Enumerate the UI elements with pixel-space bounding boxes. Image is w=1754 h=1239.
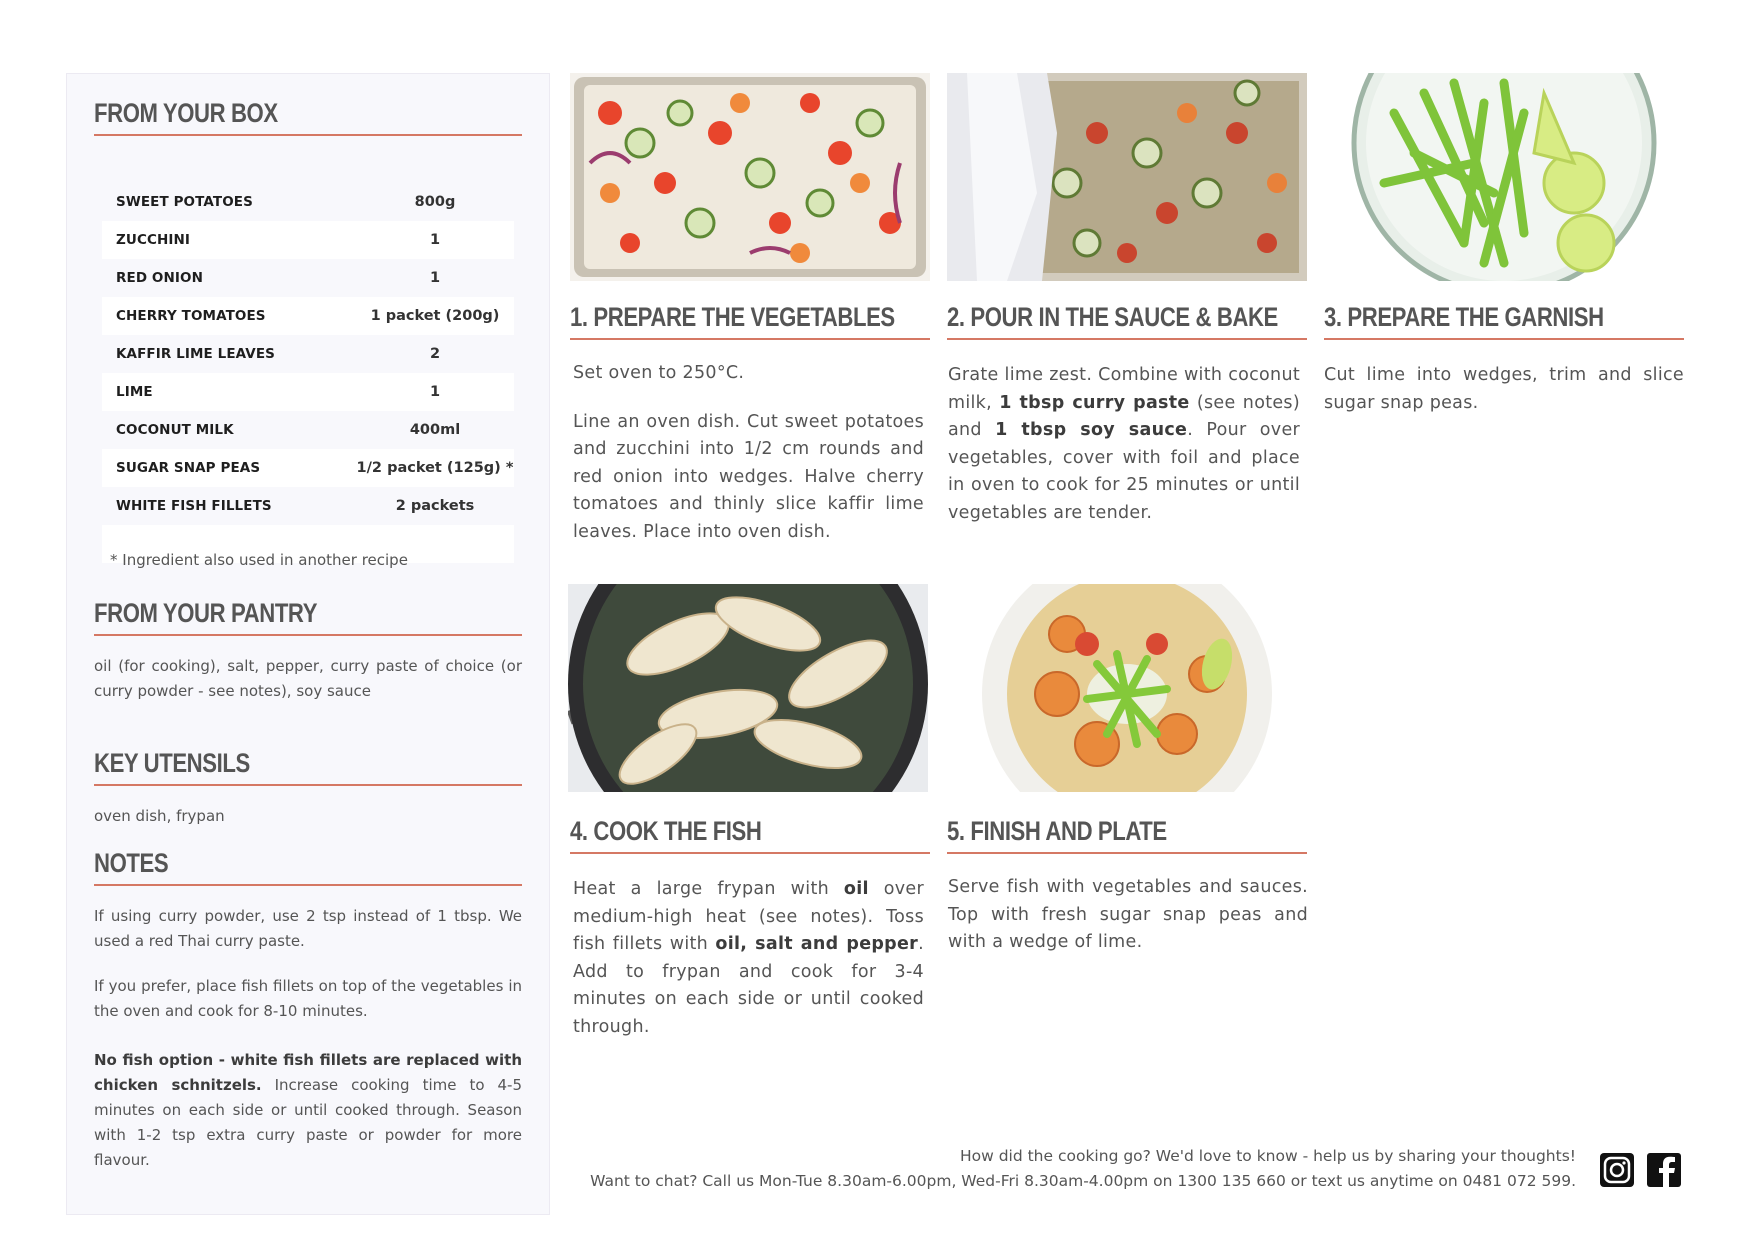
note-2: If you prefer, place fish fillets on top of the vegetables in the oven and cook for 8-10 minutes. <box>94 977 522 1020</box>
heading-rule <box>1324 338 1684 340</box>
ingredient-name: ZUCCHINI <box>116 232 191 248</box>
step-2-text <box>948 362 1300 548</box>
ingredient-name: KAFFIR LIME LEAVES <box>116 346 276 362</box>
instagram-icon[interactable] <box>1598 1151 1636 1189</box>
ingredient-row <box>102 335 514 373</box>
step-1-photo <box>570 73 930 281</box>
ingredient-row <box>102 183 514 221</box>
ingredient-name: WHITE FISH FILLETS <box>116 498 272 514</box>
ingredient-qty: 1 <box>429 270 441 286</box>
ingredient-qty: 1 packet (200g) <box>370 308 500 324</box>
sidebar <box>66 73 550 1215</box>
step-2-photo <box>947 73 1307 281</box>
footer-feedback: How did the cooking go? We'd love to know - help us by sharing your thoughts! <box>959 1147 1576 1165</box>
step-1-para-2: Line an oven dish. Cut sweet potatoes and zucchini into 1/2 cm rounds and red onion into wedges. Halve cherry tomatoes and thinly slice kaffir lime leaves. Place into oven dish. <box>573 411 924 542</box>
ingredient-qty: 1 <box>429 232 441 248</box>
step-4-title: 4. COOK THE FISH <box>570 816 762 846</box>
heading-rule <box>570 852 930 854</box>
ingredient-row <box>102 487 514 525</box>
step-1-text <box>573 360 924 567</box>
notes-heading: NOTES <box>94 848 169 878</box>
step-2-title: 2. POUR IN THE SAUCE & BAKE <box>947 302 1278 332</box>
step-2-b2: 1 tbsp soy sauce <box>995 420 1188 440</box>
utensils-text: oven dish, frypan <box>94 807 225 825</box>
step-1-para-1: Set oven to 250°C. <box>573 363 745 383</box>
from-your-pantry-heading: FROM YOUR PANTRY <box>94 598 318 628</box>
step-5-text: Serve fish with vegetables and sauces. Top with fresh sugar snap peas and with a wedge of lime. <box>948 877 1308 952</box>
step-2-b1: 1 tbsp curry paste <box>999 392 1190 413</box>
step-4-t2: over medium-high heat (see notes). Toss fish fillets with <box>573 879 924 954</box>
step-1-title: 1. PREPARE THE VEGETABLES <box>570 302 895 332</box>
note-1: If using curry powder, use 2 tsp instead of 1 tbsp. We used a red Thai curry paste. <box>94 907 522 950</box>
note-3 <box>94 1048 522 1173</box>
step-4-text <box>573 876 924 1062</box>
heading-rule <box>947 338 1307 340</box>
ingredient-qty: 800g <box>414 194 456 210</box>
ingredient-name: COCONUT MILK <box>116 422 234 438</box>
ingredient-row <box>102 297 514 335</box>
note-3-bold: No fish option - white fish fillets are replaced with chicken schnitzels. <box>94 1051 522 1094</box>
from-your-box-heading: FROM YOUR BOX <box>94 98 278 128</box>
step-4-t3: . Add to frypan and cook for 3-4 minutes on each side or until cooked through. <box>573 934 924 1037</box>
step-4-photo <box>568 584 928 792</box>
heading-rule <box>94 784 522 786</box>
step-3-text: Cut lime into wedges, trim and slice sugar snap peas. <box>1324 365 1684 413</box>
ingredient-row <box>102 449 514 487</box>
ingredient-qty: 1 <box>429 384 441 400</box>
ingredient-qty: 400ml <box>409 422 461 438</box>
step-2-t3: . Pour over vegetables, cover with foil and place in oven to cook for 25 minutes or until vegetables are tender. <box>948 420 1301 523</box>
ingredient-qty: 2 <box>429 346 441 362</box>
step-5-photo <box>947 584 1307 792</box>
ingredient-row <box>102 259 514 297</box>
ingredients-table <box>102 183 514 563</box>
step-3-title: 3. PREPARE THE GARNISH <box>1324 302 1604 332</box>
ingredient-footnote: * Ingredient also used in another recipe <box>110 551 408 569</box>
step-4-b1: oil <box>843 879 869 899</box>
pantry-text: oil (for cooking), salt, pepper, curry paste of choice (or curry powder - see notes), soy sauce <box>94 657 522 700</box>
step-4-t1: Heat a large frypan with <box>573 879 844 899</box>
heading-rule <box>94 634 522 636</box>
ingredient-row <box>102 411 514 449</box>
step-4-b2: oil, salt and pepper <box>715 934 919 954</box>
note-3-rest: Increase cooking time to 4-5 minutes on each side or until cooked through. Season with 1-2 tsp extra curry paste or powder for more flavour. <box>94 1076 522 1169</box>
ingredient-name: CHERRY TOMATOES <box>116 308 266 324</box>
ingredient-name: SUGAR SNAP PEAS <box>116 460 261 476</box>
ingredient-name: SWEET POTATOES <box>116 194 253 210</box>
ingredient-row <box>102 221 514 259</box>
step-2-t2: (see notes) and <box>948 392 1300 440</box>
heading-rule <box>94 134 522 136</box>
step-5-title: 5. FINISH AND PLATE <box>947 816 1167 846</box>
ingredient-qty: 1/2 packet (125g) * <box>356 460 514 476</box>
step-3-photo <box>1324 73 1684 281</box>
footer-contact: Want to chat? Call us Mon-Tue 8.30am-6.00pm, Wed-Fri 8.30am-4.00pm on 1300 135 660 or text us anytime on 0481 072 599. <box>590 1172 1576 1190</box>
ingredient-name: LIME <box>116 384 153 400</box>
key-utensils-heading: KEY UTENSILS <box>94 748 250 778</box>
ingredient-name: RED ONION <box>116 270 203 286</box>
heading-rule <box>570 338 930 340</box>
heading-rule <box>94 884 522 886</box>
heading-rule <box>947 852 1307 854</box>
ingredient-row <box>102 373 514 411</box>
ingredient-qty: 2 packets <box>395 498 475 514</box>
step-2-t1: Grate lime zest. Combine with coconut milk, <box>948 365 1300 413</box>
facebook-icon[interactable] <box>1645 1151 1683 1189</box>
